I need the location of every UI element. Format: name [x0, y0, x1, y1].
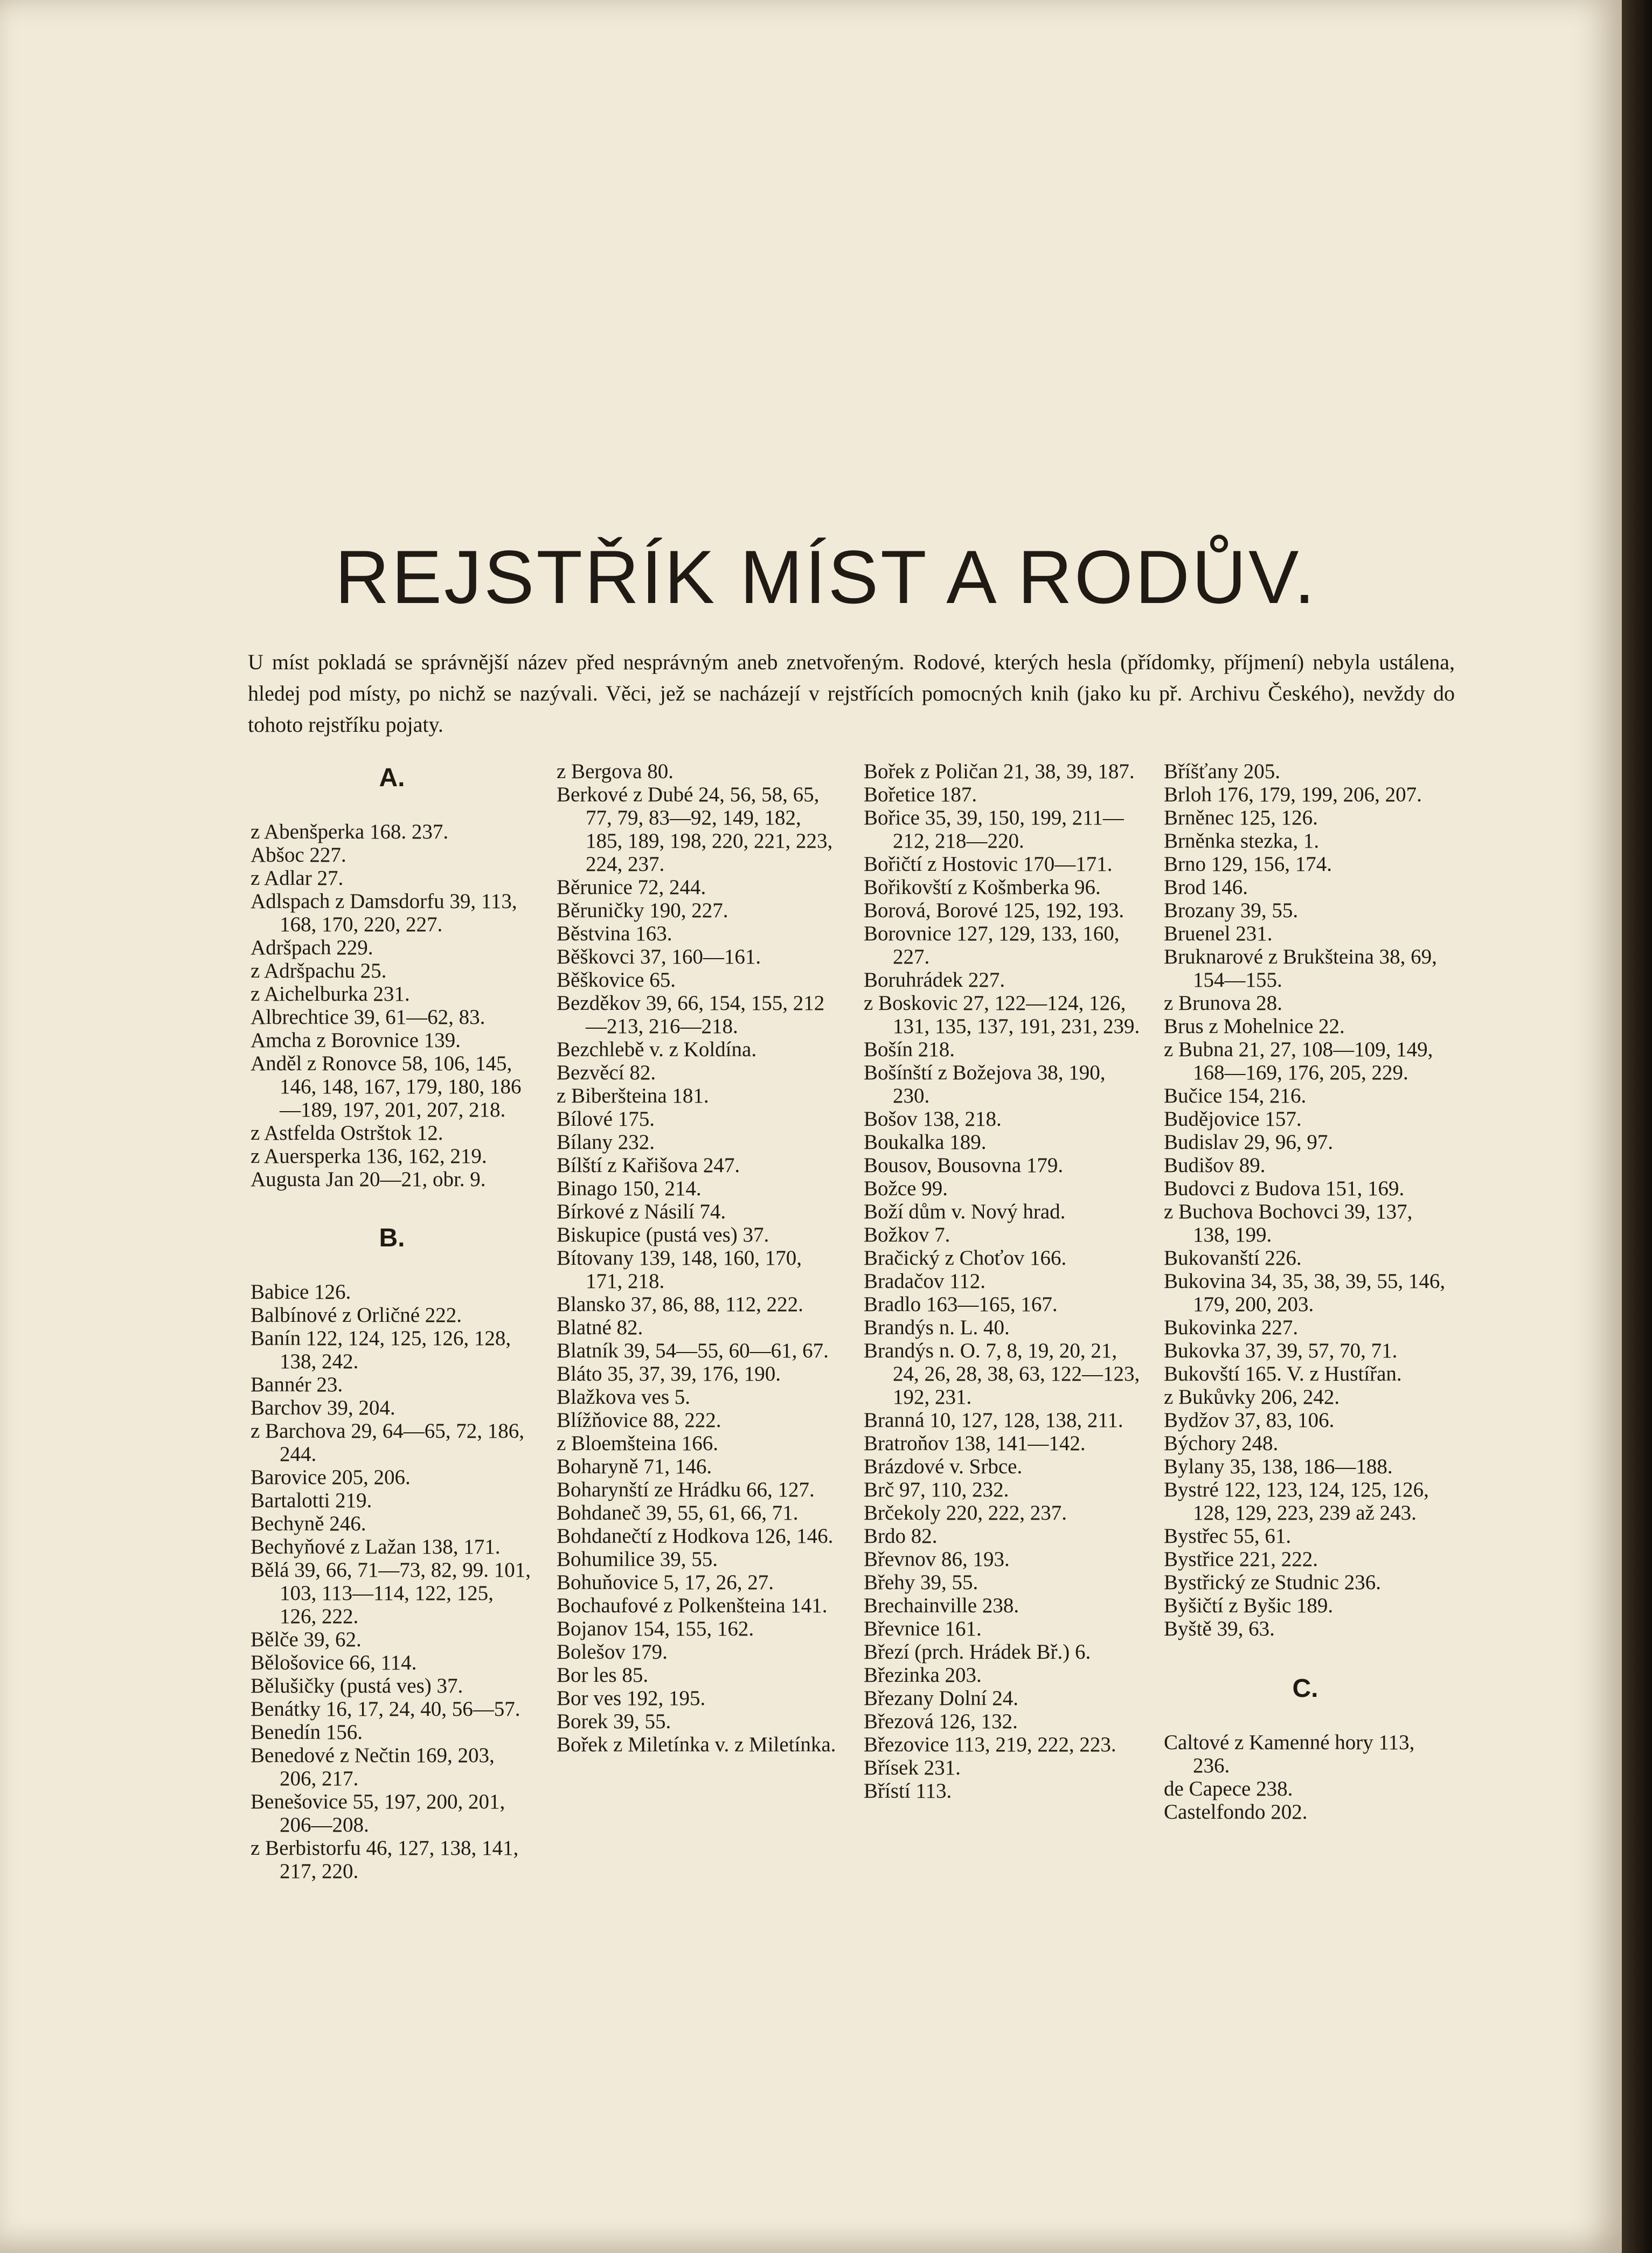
index-entry: z Adršpachu 25. — [251, 959, 387, 982]
entry-list-c — [1164, 1731, 1447, 1824]
entry-list — [557, 760, 839, 1756]
index-entry: Boží dům v. Nový hrad. — [864, 1200, 1066, 1223]
index-entry: Březinka 203. — [864, 1663, 982, 1687]
index-entry: z Berbistorfu 46, 127, 138, 141, 217, 220. — [251, 1836, 519, 1883]
index-entry: z Bloemšteina 166. — [557, 1432, 719, 1455]
index-entry: Bořičtí z Hostovic 170—171. — [864, 852, 1113, 876]
index-entry: Březová 126, 132. — [864, 1710, 1018, 1733]
index-entry: Balbínové z Orličné 222. — [251, 1304, 462, 1327]
index-entry: Běstvina 163. — [557, 922, 672, 945]
index-entry: Bukovinka 227. — [1164, 1316, 1299, 1339]
index-entry: Bystřický ze Studnic 236. — [1164, 1571, 1381, 1594]
index-entry: Božkov 7. — [864, 1223, 950, 1246]
index-entry: Benešovice 55, 197, 200, 201, 206—208. — [251, 1790, 505, 1836]
index-entry: Brněnec 125, 126. — [1164, 806, 1318, 829]
index-entry: Barovice 205, 206. — [251, 1466, 411, 1489]
index-entry: Březí (prch. Hrádek Bř.) 6. — [864, 1640, 1091, 1663]
index-entry: Bor les 85. — [557, 1663, 649, 1687]
index-entry: Bělče 39, 62. — [251, 1628, 362, 1651]
index-entry: Bílští z Kařišova 247. — [557, 1154, 740, 1177]
index-entry: Bruknarové z Brukšteina 38, 69, 154—155. — [1164, 945, 1437, 992]
index-entry: Březany Dolní 24. — [864, 1687, 1019, 1710]
index-entry: Bylany 35, 138, 186—188. — [1164, 1455, 1393, 1478]
entry-list-b — [251, 1280, 533, 1883]
index-entry: Brandýs n. L. 40. — [864, 1316, 1010, 1339]
index-entry: Bartalotti 219. — [251, 1489, 372, 1512]
index-entry: Brázdové v. Srbce. — [864, 1455, 1023, 1478]
index-column-3 — [864, 760, 1147, 1803]
index-entry: Bořice 35, 39, 150, 199, 211—212, 218—220. — [864, 806, 1124, 852]
index-entry: Budějovice 157. — [1164, 1107, 1302, 1131]
index-entry: Bukovští 165. V. z Hustířan. — [1164, 1362, 1402, 1385]
entry-list — [864, 760, 1147, 1803]
index-entry: Bochaufové z Polkenšteina 141. — [557, 1594, 828, 1617]
index-entry: Blažkova ves 5. — [557, 1385, 691, 1409]
index-entry: Bělošovice 66, 114. — [251, 1651, 417, 1674]
index-entry: Bojanov 154, 155, 162. — [557, 1617, 754, 1640]
index-entry: Bradlo 163—165, 167. — [864, 1293, 1058, 1316]
index-entry: Bořetice 187. — [864, 783, 977, 806]
index-entry: z Bubna 21, 27, 108—109, 149, 168—169, 176, 205, 229. — [1164, 1038, 1433, 1084]
index-entry: Bírkové z Násilí 74. — [557, 1200, 726, 1223]
index-entry: z Buchova Bochovci 39, 137, 138, 199. — [1164, 1200, 1413, 1246]
index-entry: Bílové 175. — [557, 1107, 655, 1131]
index-entry: Bohdanečtí z Hodkova 126, 146. — [557, 1524, 834, 1548]
index-entry: Brdo 82. — [864, 1524, 938, 1548]
index-entry: Budislav 29, 96, 97. — [1164, 1131, 1334, 1154]
index-entry: Bošín 218. — [864, 1038, 955, 1061]
index-entry: Bláto 35, 37, 39, 176, 190. — [557, 1362, 781, 1385]
index-entry: Bezvěcí 82. — [557, 1061, 656, 1084]
index-entry: Běrunice 72, 244. — [557, 876, 706, 899]
section-letter-c: C. — [1292, 1674, 1318, 1703]
index-entry: Bor ves 192, 195. — [557, 1687, 706, 1710]
index-entry: Bohuňovice 5, 17, 26, 27. — [557, 1571, 774, 1594]
index-entry: z Bergova 80. — [557, 760, 674, 783]
index-entry: Brloh 176, 179, 199, 206, 207. — [1164, 783, 1422, 806]
index-entry: Boukalka 189. — [864, 1131, 987, 1154]
index-entry: Bořek z Poličan 21, 38, 39, 187. — [864, 760, 1135, 783]
index-entry: Božce 99. — [864, 1177, 948, 1200]
index-entry: Boruhrádek 227. — [864, 968, 1005, 992]
index-entry: Břevnice 161. — [864, 1617, 982, 1640]
index-entry: Bohumilice 39, 55. — [557, 1548, 718, 1571]
index-entry: z Barchova 29, 64—65, 72, 186, 244. — [251, 1419, 524, 1466]
index-entry: Bítovany 139, 148, 160, 170, 171, 218. — [557, 1246, 802, 1293]
index-entry: Byšičtí z Byšic 189. — [1164, 1594, 1334, 1617]
index-entry: Bolešov 179. — [557, 1640, 668, 1663]
index-entry: Babice 126. — [251, 1280, 351, 1304]
index-entry: Bradačov 112. — [864, 1270, 985, 1293]
index-entry: z Abenšperka 168. 237. — [251, 820, 449, 843]
index-entry: z Boskovic 27, 122—124, 126, 131, 135, 137, 191, 231, 239. — [864, 992, 1140, 1038]
intro-paragraph: U míst pokladá se správnější název před nesprávným aneb znetvořeným. Rodové, kterých hesla (přídomky, příjmení) nebyla ustálena, hledej pod místy, po nichž se nazývali. Věci, jež se nacházejí v rejstřících pomocných knih (jako ku př. Archivu Českého), nevždy do tohoto rejstříku pojaty. — [248, 650, 1455, 737]
index-entry: Bechyně 246. — [251, 1512, 366, 1535]
index-entry: Borová, Borové 125, 192, 193. — [864, 899, 1125, 922]
index-entry: Bannér 23. — [251, 1373, 343, 1396]
index-entry: Banín 122, 124, 125, 126, 128, 138, 242. — [251, 1327, 511, 1373]
index-entry: z Brunova 28. — [1164, 992, 1282, 1015]
book-edge — [1622, 0, 1652, 2253]
index-entry: Abšoc 227. — [251, 843, 346, 866]
index-entry: Býchory 248. — [1164, 1432, 1279, 1455]
index-entry: z Aichelburka 231. — [251, 982, 410, 1006]
index-entry: Benedové z Nečtin 169, 203, 206, 217. — [251, 1744, 495, 1790]
index-entry: Bukovina 34, 35, 38, 39, 55, 146, 179, 200, 203. — [1164, 1270, 1446, 1316]
index-entry: z Auersperka 136, 162, 219. — [251, 1145, 487, 1168]
index-entry: Adlspach z Damsdorfu 39, 113, 168, 170, 220, 227. — [251, 890, 517, 936]
index-entry: Bukovka 37, 39, 57, 70, 71. — [1164, 1339, 1398, 1362]
index-entry: Benedín 156. — [251, 1721, 363, 1744]
index-entry: Bošínští z Božejova 38, 190, 230. — [864, 1061, 1106, 1107]
index-entry: Běruničky 190, 227. — [557, 899, 728, 922]
index-entry: Borovnice 127, 129, 133, 160, 227. — [864, 922, 1120, 968]
index-entry: Blatník 39, 54—55, 60—61, 67. — [557, 1339, 829, 1362]
index-entry: Bělušičky (pustá ves) 37. — [251, 1674, 463, 1697]
index-entry: Bříšťany 205. — [1164, 760, 1280, 783]
section-letter-b: B. — [379, 1224, 405, 1252]
index-entry: z Adlar 27. — [251, 866, 344, 890]
index-entry: Biskupice (pustá ves) 37. — [557, 1223, 769, 1246]
index-column-1 — [251, 760, 533, 1883]
page-title: REJSTŘÍK MÍST A RODŮV. — [335, 535, 1317, 619]
index-entry: Bezděkov 39, 66, 154, 155, 212—213, 216—218. — [557, 992, 825, 1038]
index-entry: Břístí 113. — [864, 1779, 952, 1803]
index-entry: Bračický z Choťov 166. — [864, 1246, 1067, 1270]
index-entry: Adršpach 229. — [251, 936, 373, 959]
index-entry: Bystřec 55, 61. — [1164, 1524, 1292, 1548]
index-entry: Bohdaneč 39, 55, 61, 66, 71. — [557, 1501, 799, 1524]
index-entry: de Capece 238. — [1164, 1777, 1293, 1800]
index-entry: Břevnov 86, 193. — [864, 1548, 1010, 1571]
index-entry: Byště 39, 63. — [1164, 1617, 1275, 1640]
index-entry: Borek 39, 55. — [557, 1710, 671, 1733]
index-column-2 — [557, 760, 839, 1756]
index-entry: Brno 129, 156, 174. — [1164, 852, 1332, 876]
index-entry: Castelfondo 202. — [1164, 1800, 1308, 1824]
index-entry: Caltové z Kamenné hory 113, 236. — [1164, 1731, 1415, 1777]
index-entry: Bošov 138, 218. — [864, 1107, 1002, 1131]
index-entry: z Astfelda Ostrštok 12. — [251, 1121, 443, 1145]
entry-list-a — [251, 820, 533, 1191]
entry-list-b — [1164, 760, 1447, 1640]
section-letter-a: A. — [379, 764, 405, 792]
index-entry: Brus z Mohelnice 22. — [1164, 1015, 1345, 1038]
index-entry: Brozany 39, 55. — [1164, 899, 1299, 922]
index-entry: Břehy 39, 55. — [864, 1571, 978, 1594]
index-entry: Amcha z Borovnice 139. — [251, 1029, 461, 1052]
index-entry: Budovci z Budova 151, 169. — [1164, 1177, 1405, 1200]
index-entry: Barchov 39, 204. — [251, 1396, 395, 1419]
index-entry: Bílany 232. — [557, 1131, 655, 1154]
index-entry: Benátky 16, 17, 24, 40, 56—57. — [251, 1697, 520, 1721]
index-entry: Blatné 82. — [557, 1316, 643, 1339]
index-entry: Bělá 39, 66, 71—73, 82, 99. 101, 103, 113—114, 122, 125, 126, 222. — [251, 1558, 531, 1628]
index-entry: Albrechtice 39, 61—62, 83. — [251, 1006, 485, 1029]
index-entry: Běškovice 65. — [557, 968, 676, 992]
index-entry: Bučice 154, 216. — [1164, 1084, 1307, 1107]
index-entry: Branná 10, 127, 128, 138, 211. — [864, 1409, 1123, 1432]
index-entry: Budišov 89. — [1164, 1154, 1266, 1177]
index-entry: Blížňovice 88, 222. — [557, 1409, 721, 1432]
index-entry: Bukovanští 226. — [1164, 1246, 1302, 1270]
index-entry: Březovice 113, 219, 222, 223. — [864, 1733, 1116, 1756]
index-entry: Brčekoly 220, 222, 237. — [864, 1501, 1067, 1524]
index-entry: Běškovci 37, 160—161. — [557, 945, 761, 968]
index-entry: Boharyně 71, 146. — [557, 1455, 712, 1478]
index-entry: Bořikovští z Košmberka 96. — [864, 876, 1101, 899]
index-entry: Bystřice 221, 222. — [1164, 1548, 1318, 1571]
index-entry: Bydžov 37, 83, 106. — [1164, 1409, 1335, 1432]
index-entry: Bratroňov 138, 141—142. — [864, 1432, 1086, 1455]
index-entry: Brandýs n. O. 7, 8, 19, 20, 21, 24, 26, 28, 38, 63, 122—123, 192, 231. — [864, 1339, 1140, 1409]
index-entry: Brněnka stezka, 1. — [1164, 829, 1320, 852]
index-entry: Anděl z Ronovce 58, 106, 145, 146, 148, 167, 179, 180, 186—189, 197, 201, 207, 218. — [251, 1052, 522, 1121]
index-entry: Berkové z Dubé 24, 56, 58, 65, 77, 79, 83—92, 149, 182, 185, 189, 198, 220, 221, 223, 224, 237. — [557, 783, 833, 876]
index-entry: Bousov, Bousovna 179. — [864, 1154, 1064, 1177]
index-entry: Binago 150, 214. — [557, 1177, 702, 1200]
index-entry: Brod 146. — [1164, 876, 1248, 899]
index-entry: Boharynští ze Hrádku 66, 127. — [557, 1478, 815, 1501]
index-entry: Bezchlebě v. z Koldína. — [557, 1038, 757, 1061]
index-entry: Bechyňové z Lažan 138, 171. — [251, 1535, 501, 1558]
index-entry: z Bukůvky 206, 242. — [1164, 1385, 1340, 1409]
index-entry: Bruenel 231. — [1164, 922, 1273, 945]
index-entry: z Biberšteina 181. — [557, 1084, 709, 1107]
index-column-4 — [1164, 760, 1447, 1824]
index-entry: Blansko 37, 86, 88, 112, 222. — [557, 1293, 803, 1316]
index-entry: Bořek z Miletínka v. z Miletínka. — [557, 1733, 836, 1756]
index-entry: Brechainville 238. — [864, 1594, 1019, 1617]
index-entry: Augusta Jan 20—21, obr. 9. — [251, 1168, 486, 1191]
index-entry: Břísek 231. — [864, 1756, 961, 1779]
index-entry: Brč 97, 110, 232. — [864, 1478, 1009, 1501]
index-entry: Bystré 122, 123, 124, 125, 126, 128, 129, 223, 239 až 243. — [1164, 1478, 1429, 1524]
